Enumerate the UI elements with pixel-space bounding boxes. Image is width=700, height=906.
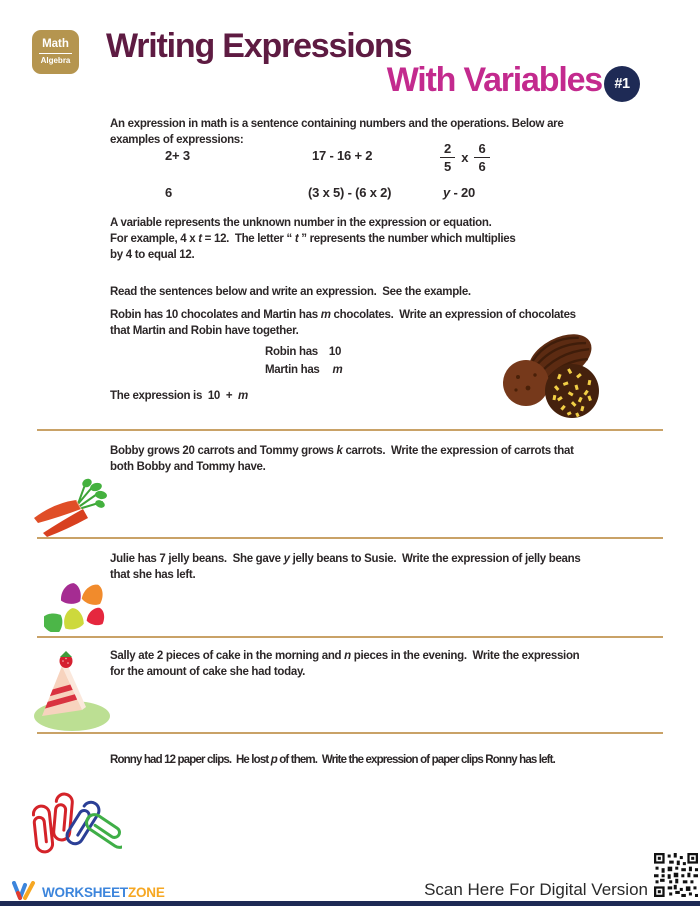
variable-y2: y xyxy=(283,553,290,565)
section-divider xyxy=(37,429,663,431)
fraction-1-numerator: 2 xyxy=(440,140,455,158)
example-expression-5: (3 x 5) - (6 x 2) xyxy=(308,185,392,200)
badge-divider xyxy=(39,53,72,54)
variable-y: y xyxy=(443,185,451,200)
fraction-expression xyxy=(440,140,490,175)
worksheet-number-badge: #1 xyxy=(604,66,640,102)
worksheetzone-logo-icon xyxy=(12,881,36,901)
section-divider xyxy=(37,537,663,539)
intro-paragraph xyxy=(110,116,563,148)
logo-text-zone: ZONE xyxy=(127,885,165,900)
page-title-line1: Writing Expressions xyxy=(106,27,412,65)
qr-code-icon xyxy=(654,853,698,897)
subject-badge xyxy=(32,30,79,74)
variables-line1: A variable represents the unknown number in the expression or equation. xyxy=(110,217,492,229)
cake-icon xyxy=(28,650,112,734)
logo-text-worksheet: WORKSHEET xyxy=(42,885,128,900)
variable-k: k xyxy=(336,445,343,457)
fraction-2-numerator: 6 xyxy=(474,140,489,158)
bottom-bar xyxy=(0,901,700,906)
badge-topic-label: Algebra xyxy=(40,56,71,65)
example-expression-1: 2+ 3 xyxy=(165,148,190,163)
problem-1-text: Bobby grows 20 carrots and Tommy grows k carrots. Write the expression of carrots that both Bobby and Tommy have. xyxy=(110,445,574,473)
intro-line2: examples of expressions: xyxy=(110,134,244,146)
badge-subject-label: Math xyxy=(42,38,69,50)
problem-3-text: Sally ate 2 pieces of cake in the morning and n pieces in the evening. Write the expression for the amount of cake she had today. xyxy=(110,650,580,678)
expression-rest: - 20 xyxy=(450,185,476,200)
intro-line1: An expression in math is a sentence containing numbers and the operations. Below are xyxy=(110,118,564,130)
example-givens xyxy=(265,344,342,379)
paper-clips-icon xyxy=(30,780,122,860)
variable-p: p xyxy=(270,754,277,766)
variables-line2: For example, 4 x t = 12. The letter “ t ” represents the number which multiplies xyxy=(110,233,516,245)
example-answer: The expression is 10 + m xyxy=(110,390,248,402)
variables-paragraph xyxy=(110,215,516,263)
example-expression-6 xyxy=(443,185,475,200)
problem-2-text: Julie has 7 jelly beans. She gave y jelly beans to Susie. Write the expression of jelly beans that she has left. xyxy=(110,553,581,581)
section-divider xyxy=(37,636,663,638)
given-robin: Robin has 10 xyxy=(265,346,342,358)
page-title-line2: With Variables xyxy=(386,61,602,99)
fraction-1-denominator: 5 xyxy=(444,159,452,174)
example-expression-4: 6 xyxy=(165,185,173,200)
instruction-text: Read the sentences below and write an expression. See the example. xyxy=(110,286,471,298)
chocolates-icon xyxy=(498,330,610,420)
example-expression-2: 17 - 16 + 2 xyxy=(312,148,373,163)
variables-line3: by 4 to equal 12. xyxy=(110,249,195,261)
jelly-beans-icon xyxy=(44,580,110,632)
multiply-sign: x xyxy=(461,150,469,165)
variable-n: n xyxy=(344,650,351,662)
fraction-1 xyxy=(440,140,455,175)
answer-variable-m: m xyxy=(238,390,248,402)
variable-t: t xyxy=(198,233,202,245)
worksheetzone-logo-text xyxy=(42,885,165,900)
fraction-2 xyxy=(474,140,489,175)
variable-m: m xyxy=(320,309,331,321)
scan-instruction: Scan Here For Digital Version xyxy=(424,880,648,899)
section-divider xyxy=(37,732,663,734)
problem-4-text: Ronny had 12 paper clips. He lost p of them. Write the expression of paper clips Ronny has left. xyxy=(110,754,555,766)
fraction-2-denominator: 6 xyxy=(478,159,486,174)
variable-t-quoted: t xyxy=(294,233,299,245)
carrots-icon xyxy=(30,476,108,538)
given-martin: Martin has m xyxy=(265,363,343,376)
example-problem-text: Robin has 10 chocolates and Martin has m chocolates. Write an expression of chocolates that Martin and Robin have together. xyxy=(110,309,576,337)
